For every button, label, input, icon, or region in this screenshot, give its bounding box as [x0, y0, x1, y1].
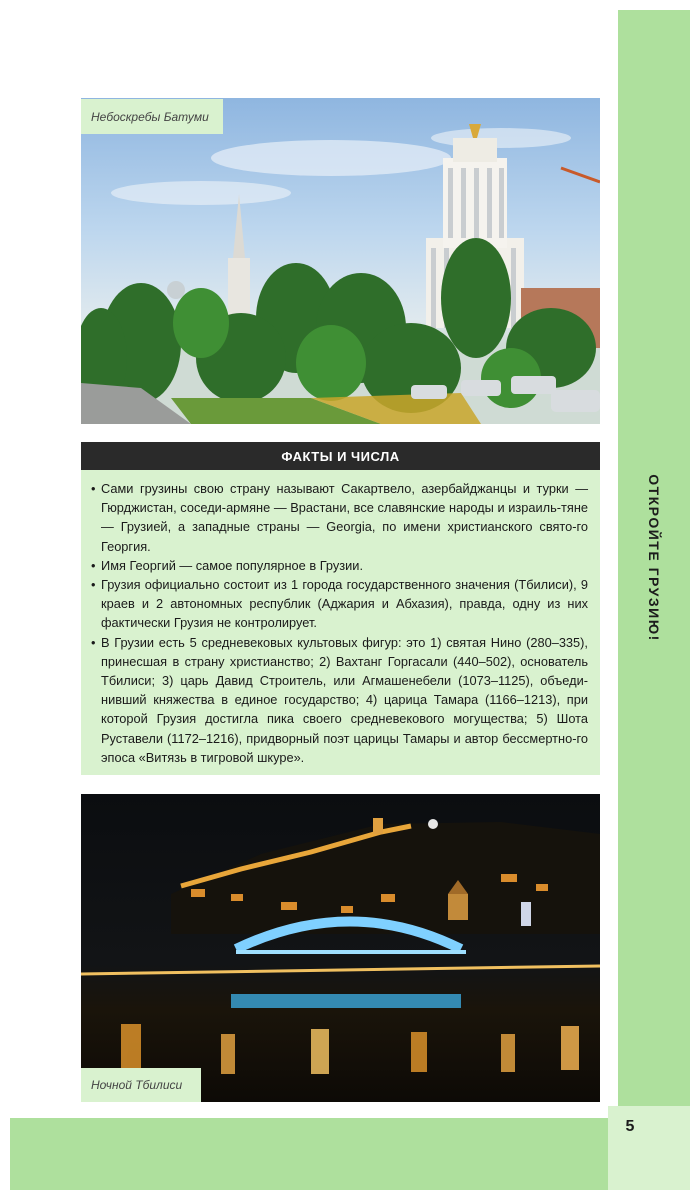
- facts-item: • Сами грузины свою страну называют Сакартвело, азербайджанцы и турки — Гюрджистан, соседи-армяне — Врастани, все славянские народы и израиль-тяне — Грузией, а западные страны — Georgia, по имени христианского свято-го Георгия.: [91, 479, 588, 556]
- facts-box: [81, 442, 600, 775]
- footer-band: [10, 1118, 608, 1190]
- chapter-title-vertical: [618, 10, 690, 1106]
- photo-tbilisi-caption: Ночной Тбилиси: [81, 1068, 201, 1102]
- photo-batumi: [81, 98, 600, 424]
- facts-item: • В Грузии есть 5 средневековых культовых фигур: это 1) святая Нино (280–335), принесшая в страну христианство; 2) Вахтанг Горгасали (440–502), основатель Тбилиси; 3) царь Давид Строитель, или Агмашенебели (1073–1125), объеди-нивший княжества в единое государство; 4) царица Тамара (1166–1213), при которой Грузия достигла пика своего средневекового могущества; 5) Шота Руставели (1172–1216), придворный поэт царицы Тамары и автор бессмертно-го эпоса «Витязь в тигровой шкуре».: [91, 633, 588, 767]
- photo-batumi-illustration: [81, 98, 600, 424]
- facts-item: • Грузия официально состоит из 1 города государственного значения (Тбилиси), 9 краев и 2 автономных республик (Аджария и Абхазия), правда, одну из них фактически Грузия не контролирует.: [91, 575, 588, 633]
- facts-item: • Имя Георгий — самое популярное в Грузии.: [91, 556, 588, 575]
- page-number: 5: [625, 1118, 635, 1135]
- facts-title: ФАКТЫ И ЧИСЛА: [81, 442, 600, 470]
- photo-tbilisi-illustration: [81, 794, 600, 1102]
- facts-list: [81, 470, 600, 767]
- photo-tbilisi-night: [81, 794, 600, 1102]
- chapter-title-text: ОТКРОЙТЕ ГРУЗИЮ!: [646, 474, 663, 642]
- photo-batumi-caption: Небоскребы Батуми: [81, 99, 223, 134]
